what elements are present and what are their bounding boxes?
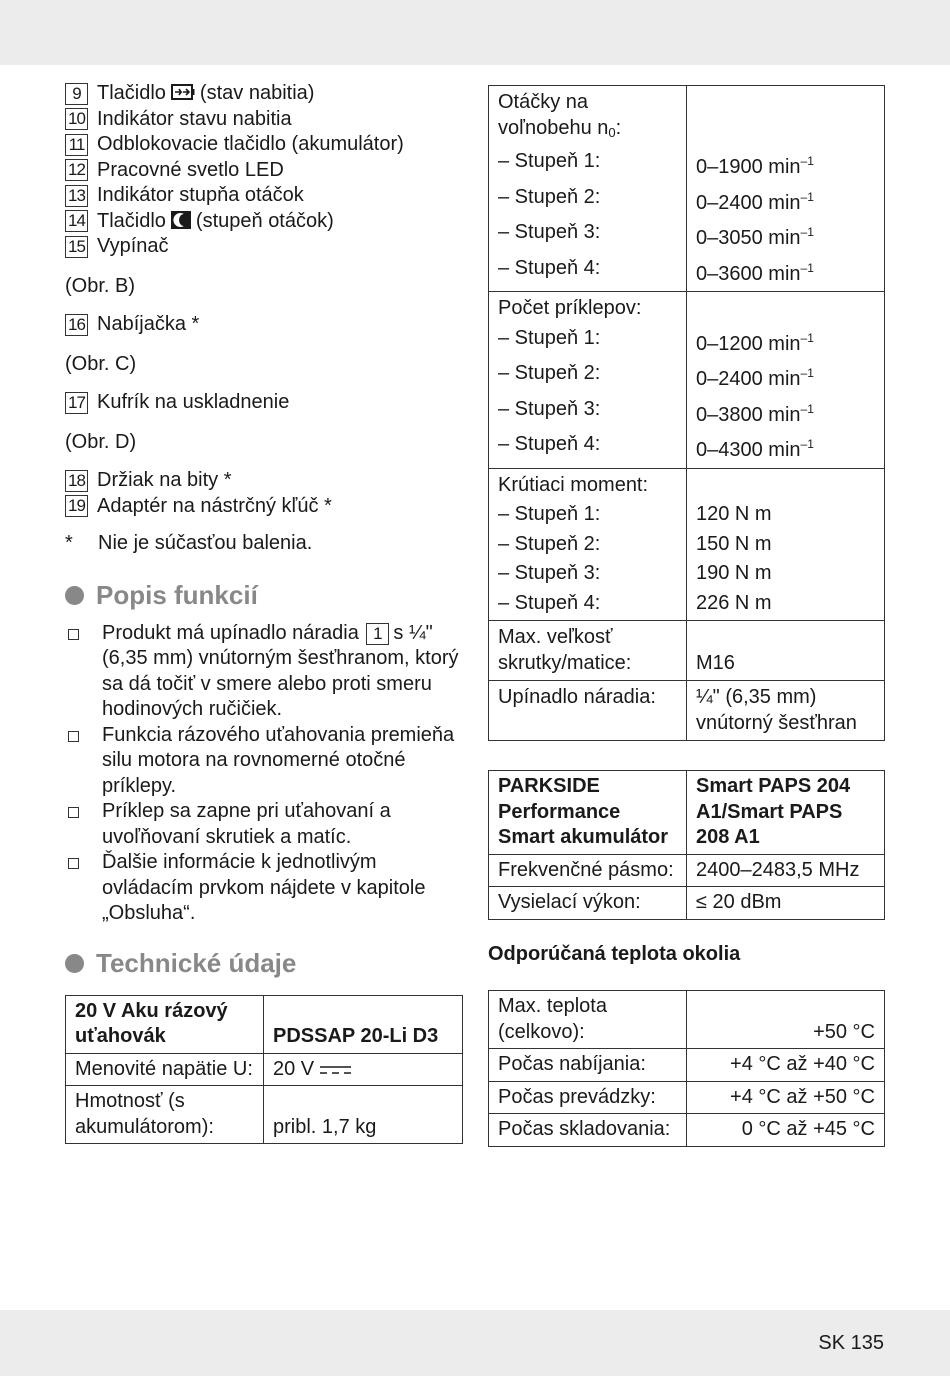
unit-exponent: –1 — [800, 366, 814, 380]
unit-exponent: –1 — [800, 437, 814, 451]
legend-item-19 — [65, 494, 463, 520]
table-cell: +4 °C až +40 °C — [687, 1049, 885, 1082]
legend-text: Pracovné svetlo LED — [97, 158, 284, 181]
table-cell: – Stupeň 4: — [489, 254, 687, 292]
legend-number: 12 — [65, 159, 88, 181]
legend-text: Indikátor stavu nabitia — [97, 107, 292, 130]
table-row — [66, 1086, 463, 1144]
table-row — [489, 395, 885, 431]
legend-text: Kufrík na uskladnenie — [97, 391, 290, 413]
section-heading-technical — [65, 947, 463, 981]
table-cell: 2400–2483,5 MHz — [687, 854, 885, 887]
table-row — [489, 530, 885, 560]
table-cell — [687, 254, 885, 292]
legend-text: (stupeň otáčok) — [195, 209, 334, 232]
table-row — [489, 991, 885, 1049]
table-row — [489, 1114, 885, 1147]
table-cell: 190 N m — [687, 559, 885, 589]
legend-text: Nabíjačka * — [97, 313, 200, 335]
table-row — [66, 1053, 463, 1086]
list-item — [65, 621, 463, 723]
legend-text: Tlačidlo — [97, 82, 166, 104]
footnote-mark: * — [65, 532, 73, 554]
table-cell: Max. veľkosť skrutky/matice: — [489, 621, 687, 681]
legend-number: 9 — [65, 83, 88, 105]
right-column — [488, 85, 885, 1147]
spec-value: 0–1900 min — [696, 156, 801, 178]
unit-exponent: –1 — [800, 154, 814, 168]
spec-value: 0–4300 min — [696, 439, 801, 461]
component-legend — [65, 81, 463, 260]
table-cell: PDSSAP 20-Li D3 — [264, 995, 463, 1053]
table-cell: 120 N m — [687, 500, 885, 530]
top-band — [0, 0, 950, 65]
table-cell: – Stupeň 2: — [489, 183, 687, 219]
table-cell — [687, 324, 885, 360]
spec-value: 0–1200 min — [696, 332, 801, 355]
table-row — [489, 621, 885, 681]
spec-value: 0–3600 min — [696, 262, 801, 285]
table-cell: 0 °C až +45 °C — [687, 1114, 885, 1147]
table-cell: ¼" (6,35 mm) vnútorný šesťhran — [687, 681, 885, 741]
table-cell — [687, 147, 885, 183]
legend-item-18 — [65, 468, 463, 494]
table-cell: – Stupeň 1: — [489, 147, 687, 183]
table-cell — [687, 218, 885, 254]
table-cell: +50 °C — [687, 991, 885, 1049]
tech-data-table — [65, 995, 463, 1145]
legend-text: Odblokovacie tlačidlo (akumulátor) — [97, 133, 404, 155]
section-title: Popis funkcií — [96, 579, 258, 610]
table-cell: Počas prevádzky: — [489, 1081, 687, 1114]
table-cell: +4 °C až +50 °C — [687, 1081, 885, 1114]
legend-item-15 — [65, 234, 463, 260]
table-row — [489, 681, 885, 741]
table-row — [489, 359, 885, 395]
table-cell: Vysielací výkon: — [489, 887, 687, 920]
table-cell: Upínadlo náradia: — [489, 681, 687, 741]
legend-item-17 — [65, 390, 463, 416]
list-item — [65, 799, 463, 850]
unit-exponent: –1 — [800, 189, 814, 204]
table-cell: Max. teplota (celkovo): — [489, 991, 687, 1049]
legend-text: (stav nabitia) — [199, 82, 315, 104]
table-cell: M16 — [687, 621, 885, 681]
legend-text: Indikátor stupňa otáčok — [97, 184, 304, 206]
spec-value: 0–3800 min — [696, 403, 801, 426]
spec-value: 0–3050 min — [696, 227, 801, 249]
table-row — [489, 887, 885, 920]
figure-label-d: (Obr. D) — [65, 430, 137, 453]
checkbox-bullet-icon — [68, 858, 79, 869]
table-cell: – Stupeň 3: — [489, 559, 687, 589]
footnote — [65, 531, 463, 557]
table-row — [489, 589, 885, 621]
table-cell: Hmotnosť (s akumulátorom): — [66, 1086, 264, 1144]
bullet-text: Ďalšie informácie k jednotlivým ovládacím prvkom nájdete v kapitole „Obsluha“. — [102, 851, 426, 924]
list-item — [65, 850, 463, 927]
idle-speed-label: Otáčky na voľnobehu n — [498, 91, 609, 139]
ambient-temperature-heading: Odporúčaná teplota okolia — [488, 942, 741, 965]
spec-value: 0–2400 min — [696, 191, 801, 214]
table-row — [489, 147, 885, 183]
bullet-text: Produkt má upínadlo náradia — [102, 621, 359, 644]
legend-item-10 — [65, 107, 463, 133]
reference-number: 1 — [366, 623, 389, 645]
table-row — [489, 500, 885, 530]
table-row — [489, 324, 885, 360]
checkbox-bullet-icon — [68, 731, 79, 742]
battery-charge-status-icon — [171, 83, 195, 101]
bullet-text: Funkcia rázového uťahovania premieňa silu motora na rovnomerné otočné príklepy. — [102, 723, 455, 797]
legend-item-13 — [65, 183, 463, 209]
table-row — [489, 183, 885, 219]
table-row — [489, 254, 885, 292]
unit-exponent: –1 — [800, 330, 814, 345]
section-heading-functions — [65, 579, 463, 613]
legend-text: Vypínač — [97, 235, 169, 257]
table-cell — [687, 86, 885, 148]
bottom-band — [0, 1310, 950, 1376]
table-row — [489, 86, 885, 148]
bullet-text: Príklep sa zapne pri uťahovaní a uvoľňovaní skrutiek a matíc. — [102, 800, 391, 848]
spec-value: 0–2400 min — [696, 368, 801, 390]
table-cell: Počet príklepov: — [489, 292, 687, 324]
idle-speed-subscript: 0 — [608, 124, 616, 140]
table-row — [489, 1081, 885, 1114]
direct-current-icon — [320, 1065, 351, 1075]
table-cell: pribl. 1,7 kg — [264, 1086, 463, 1144]
figure-label-b: (Obr. B) — [65, 274, 136, 297]
legend-text: Adaptér na nástrčný kľúč * — [97, 494, 332, 517]
table-cell — [687, 359, 885, 395]
table-cell: Krútiaci moment: — [489, 468, 687, 500]
table-row — [489, 854, 885, 887]
left-column — [65, 81, 463, 1144]
legend-number: 15 — [65, 236, 88, 258]
checkbox-bullet-icon — [68, 629, 79, 640]
table-cell — [687, 430, 885, 468]
legend-number: 17 — [65, 392, 88, 414]
bullet-dot-icon — [65, 954, 84, 973]
spec-table — [488, 85, 885, 741]
table-cell: Smart PAPS 204 A1/Smart PAPS 208 A1 — [687, 771, 885, 855]
table-row — [489, 468, 885, 500]
footnote-text: Nie je súčasťou balenia. — [98, 532, 313, 554]
legend-number: 18 — [65, 470, 88, 492]
table-cell: PARKSIDE Performance Smart akumulátor — [489, 771, 687, 855]
table-cell — [687, 468, 885, 500]
figure-label-c: (Obr. C) — [65, 352, 137, 375]
table-cell: – Stupeň 2: — [489, 359, 687, 395]
table-cell: 20 V Aku rázový uťahovák — [66, 995, 264, 1053]
legend-number: 14 — [65, 210, 88, 232]
table-row — [489, 430, 885, 468]
table-cell: Frekvenčné pásmo: — [489, 854, 687, 887]
unit-exponent: –1 — [800, 260, 814, 275]
table-row — [66, 995, 463, 1053]
table-cell: Menovité napätie U: — [66, 1053, 264, 1086]
table-cell: ≤ 20 dBm — [687, 887, 885, 920]
battery-table — [488, 770, 885, 920]
table-cell — [264, 1053, 463, 1086]
table-cell: 226 N m — [687, 589, 885, 621]
checkbox-bullet-icon — [68, 807, 79, 818]
legend-item-11 — [65, 132, 463, 158]
legend-item-12 — [65, 158, 463, 184]
table-row — [489, 559, 885, 589]
table-cell — [687, 183, 885, 219]
table-cell: – Stupeň 2: — [489, 530, 687, 560]
legend-text: Držiak na bity * — [97, 469, 232, 491]
legend-number: 19 — [65, 495, 88, 517]
temperature-table — [488, 990, 885, 1147]
table-row — [489, 218, 885, 254]
speed-level-icon — [171, 211, 191, 229]
legend-item-9 — [65, 81, 463, 107]
table-cell: – Stupeň 4: — [489, 589, 687, 621]
legend-number: 16 — [65, 314, 88, 336]
idle-speed-colon: : — [615, 116, 622, 139]
page-number: SK 135 — [818, 1332, 884, 1354]
table-cell: 150 N m — [687, 530, 885, 560]
voltage-value: 20 V — [273, 1057, 315, 1080]
unit-exponent: –1 — [800, 225, 814, 239]
table-row — [489, 292, 885, 324]
legend-item-16 — [65, 312, 463, 338]
table-cell — [687, 395, 885, 431]
table-cell: – Stupeň 3: — [489, 395, 687, 431]
bullet-dot-icon — [65, 586, 84, 605]
table-row — [489, 771, 885, 855]
list-item — [65, 723, 463, 800]
legend-number: 13 — [65, 185, 88, 207]
legend-text: Tlačidlo — [97, 209, 166, 232]
table-cell — [489, 86, 687, 148]
table-cell: – Stupeň 3: — [489, 218, 687, 254]
table-cell — [687, 292, 885, 324]
legend-number: 11 — [65, 134, 88, 156]
legend-number: 10 — [65, 108, 88, 130]
table-cell: Počas skladovania: — [489, 1114, 687, 1147]
table-cell: – Stupeň 4: — [489, 430, 687, 468]
legend-item-14 — [65, 209, 463, 235]
table-row — [489, 1049, 885, 1082]
section-title: Technické údaje — [96, 947, 297, 978]
table-cell: Počas nabíjania: — [489, 1049, 687, 1082]
table-cell: – Stupeň 1: — [489, 324, 687, 360]
unit-exponent: –1 — [800, 401, 814, 416]
table-cell: – Stupeň 1: — [489, 500, 687, 530]
bullet-text: s ¼" (6,35 mm) vnútorným šesťhranom, ktorý sa dá točiť v smere alebo proti smeru hodinových ručičiek. — [102, 621, 459, 720]
